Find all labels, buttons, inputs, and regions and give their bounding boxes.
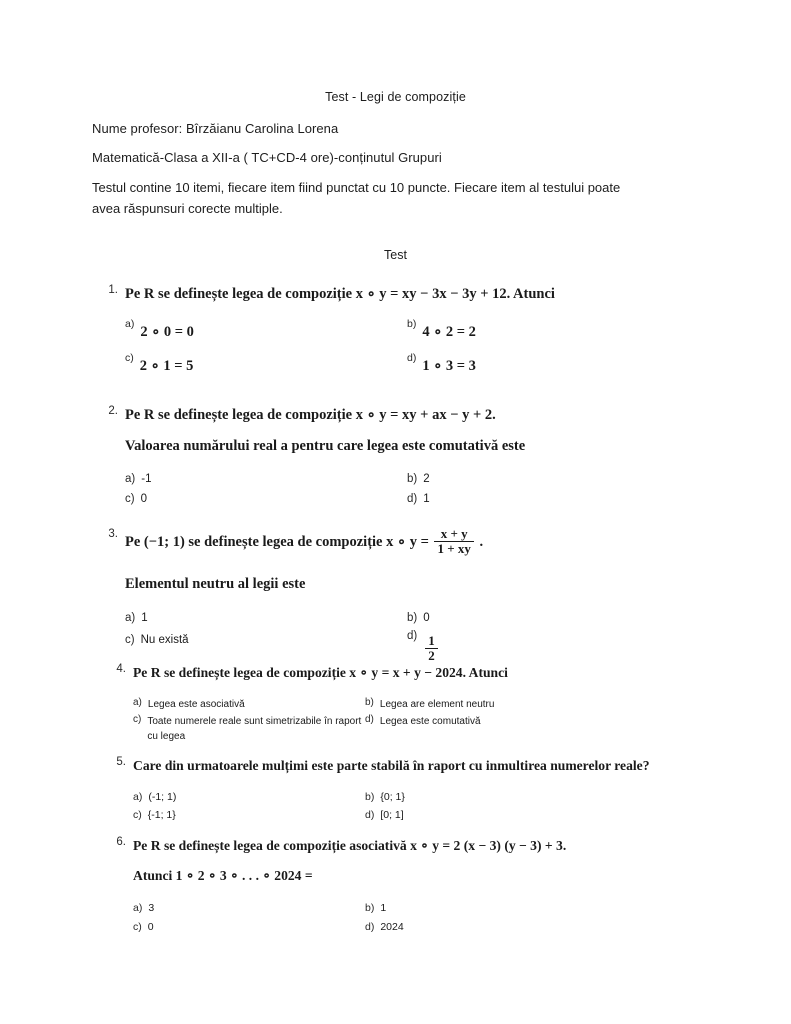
option-text: {0; 1} — [380, 791, 405, 803]
question-stem — [125, 528, 712, 557]
option-text: 1 — [141, 612, 148, 625]
option-label: c) — [133, 921, 142, 933]
question-subtext: Atunci 1 ∘ 2 ∘ 3 ∘ . . . ∘ 2024 = — [133, 868, 313, 883]
option-label: c) — [133, 714, 142, 725]
page-title: Test - Legi de compoziție — [325, 90, 466, 104]
option-a[interactable] — [133, 791, 176, 803]
option-b[interactable] — [365, 791, 405, 803]
option-text: {-1; 1} — [147, 809, 176, 821]
option-text: [0; 1] — [380, 809, 404, 821]
option-d[interactable] — [407, 630, 440, 664]
question-5 — [92, 756, 712, 827]
option-c[interactable] — [133, 714, 362, 744]
option-label: d) — [365, 809, 375, 821]
question-1 — [92, 284, 712, 386]
question-options — [125, 473, 712, 513]
option-a[interactable] — [125, 318, 194, 341]
option-d[interactable] — [407, 493, 430, 505]
option-c[interactable] — [125, 352, 194, 375]
option-c[interactable] — [133, 809, 176, 821]
option-label: d) — [407, 493, 418, 505]
option-label: d) — [407, 352, 417, 364]
option-c[interactable] — [133, 921, 154, 933]
option-label: b) — [407, 612, 418, 625]
question-stem: Pe R se definește legea de compoziție asociativă x ∘ y = 2 (x − 3) (y − 3) + 3. — [133, 838, 567, 853]
option-text: Toate numerele reale sunt simetrizabile în raport cu legea — [147, 716, 362, 742]
option-text: 0 — [147, 921, 154, 933]
question-options — [125, 612, 712, 664]
option-d[interactable] — [365, 714, 580, 729]
fraction-denominator: 1 + xy — [434, 541, 473, 556]
option-d[interactable] — [407, 352, 476, 375]
question-options — [133, 791, 712, 827]
option-text: 1 — [380, 902, 387, 914]
option-d[interactable] — [365, 809, 404, 821]
option-b[interactable] — [407, 473, 430, 485]
question-stem: Pe R se definește legea de compoziție x ∘ y = x + y − 2024. Atunci — [133, 665, 508, 680]
intro-paragraph: Testul contine 10 itemi, fiecare item fiind punctat cu 10 puncte. Fiecare item al testului poate avea răspunsuri corecte multiple. — [92, 180, 621, 216]
option-label: b) — [365, 697, 374, 708]
subject-line: Matematică-Clasa a XII-a ( TC+CD-4 ore)-conținutul Grupuri — [92, 150, 442, 165]
question-subtext: Elementul neutru al legii este — [125, 576, 306, 593]
option-text: 2 — [423, 473, 430, 485]
option-text: (-1; 1) — [148, 791, 177, 803]
option-text: 1 ∘ 3 = 3 — [422, 358, 476, 374]
question-stem-after: . — [479, 533, 484, 550]
option-label: c) — [125, 352, 134, 364]
option-b[interactable] — [365, 902, 386, 914]
option-a[interactable] — [133, 697, 363, 712]
option-text: 2 ∘ 1 = 5 — [139, 358, 194, 374]
option-fraction — [425, 634, 438, 663]
option-b[interactable] — [365, 697, 580, 712]
question-3 — [92, 528, 712, 664]
question-stem-before: Pe (−1; 1) se definește legea de compoziție x ∘ y = — [125, 533, 429, 550]
question-number: 6. — [116, 836, 126, 848]
question-number: 1. — [108, 284, 118, 296]
option-text: Legea este asociativă — [147, 699, 245, 710]
option-label: a) — [125, 318, 135, 330]
option-label: c) — [133, 809, 142, 821]
option-label: b) — [407, 473, 418, 485]
option-label: c) — [125, 493, 135, 505]
option-a[interactable] — [125, 612, 148, 624]
option-label: a) — [125, 473, 136, 485]
question-subtext: Valoarea numărului real a pentru care legea este comutativă este — [125, 438, 526, 454]
option-label: a) — [125, 612, 136, 625]
stem-fraction — [434, 527, 473, 556]
option-text: 0 — [423, 612, 430, 625]
option-label: c) — [125, 634, 135, 647]
option-d[interactable] — [365, 921, 404, 933]
option-label: a) — [133, 791, 143, 803]
question-options — [125, 318, 712, 386]
question-6 — [92, 836, 712, 938]
option-text: 1 — [423, 493, 430, 505]
teacher-line: Nume profesor: Bîrzăianu Carolina Lorena — [92, 121, 339, 136]
question-2 — [92, 405, 712, 513]
option-text: 2024 — [380, 921, 404, 933]
option-text: 3 — [148, 902, 155, 914]
option-c[interactable] — [125, 493, 147, 505]
option-text: 0 — [140, 493, 147, 505]
option-text: 4 ∘ 2 = 2 — [422, 324, 476, 340]
question-stem: Care din urmatoarele mulțimi este parte stabilă în raport cu inmultirea numerelor reale? — [133, 758, 650, 773]
test-heading: Test — [384, 248, 407, 262]
option-label: a) — [133, 902, 143, 914]
option-text: Legea are element neutru — [379, 699, 495, 710]
option-b[interactable] — [407, 612, 430, 624]
option-label: d) — [365, 921, 375, 933]
question-number: 2. — [108, 405, 118, 417]
option-text: 2 ∘ 0 = 0 — [140, 324, 194, 340]
option-label: d) — [365, 714, 374, 725]
option-c[interactable] — [125, 634, 189, 646]
question-number: 4. — [116, 663, 126, 675]
option-label: d) — [407, 630, 418, 643]
question-number: 3. — [108, 528, 118, 540]
option-b[interactable] — [407, 318, 476, 341]
option-text: -1 — [141, 473, 152, 485]
fraction-numerator: 1 — [428, 633, 435, 649]
question-stem: Pe R se definește legea de compoziție x ∘ y = xy + ax − y + 2. — [125, 407, 496, 423]
question-4 — [92, 663, 712, 745]
question-number: 5. — [116, 756, 126, 768]
option-a[interactable] — [125, 473, 151, 485]
option-label: b) — [365, 791, 375, 803]
option-label: a) — [133, 697, 142, 708]
option-text: Legea este comutativă — [379, 716, 481, 727]
fraction-denominator: 2 — [425, 648, 438, 663]
option-label: b) — [407, 318, 417, 330]
fraction-numerator: x + y — [440, 526, 468, 541]
option-a[interactable] — [133, 902, 154, 914]
option-text: Nu există — [140, 634, 189, 647]
question-options — [133, 902, 712, 938]
question-stem: Pe R se definește legea de compoziție x ∘ y = xy − 3x − 3y + 12. Atunci — [125, 286, 555, 302]
question-options — [133, 697, 712, 745]
option-label: b) — [365, 902, 375, 914]
